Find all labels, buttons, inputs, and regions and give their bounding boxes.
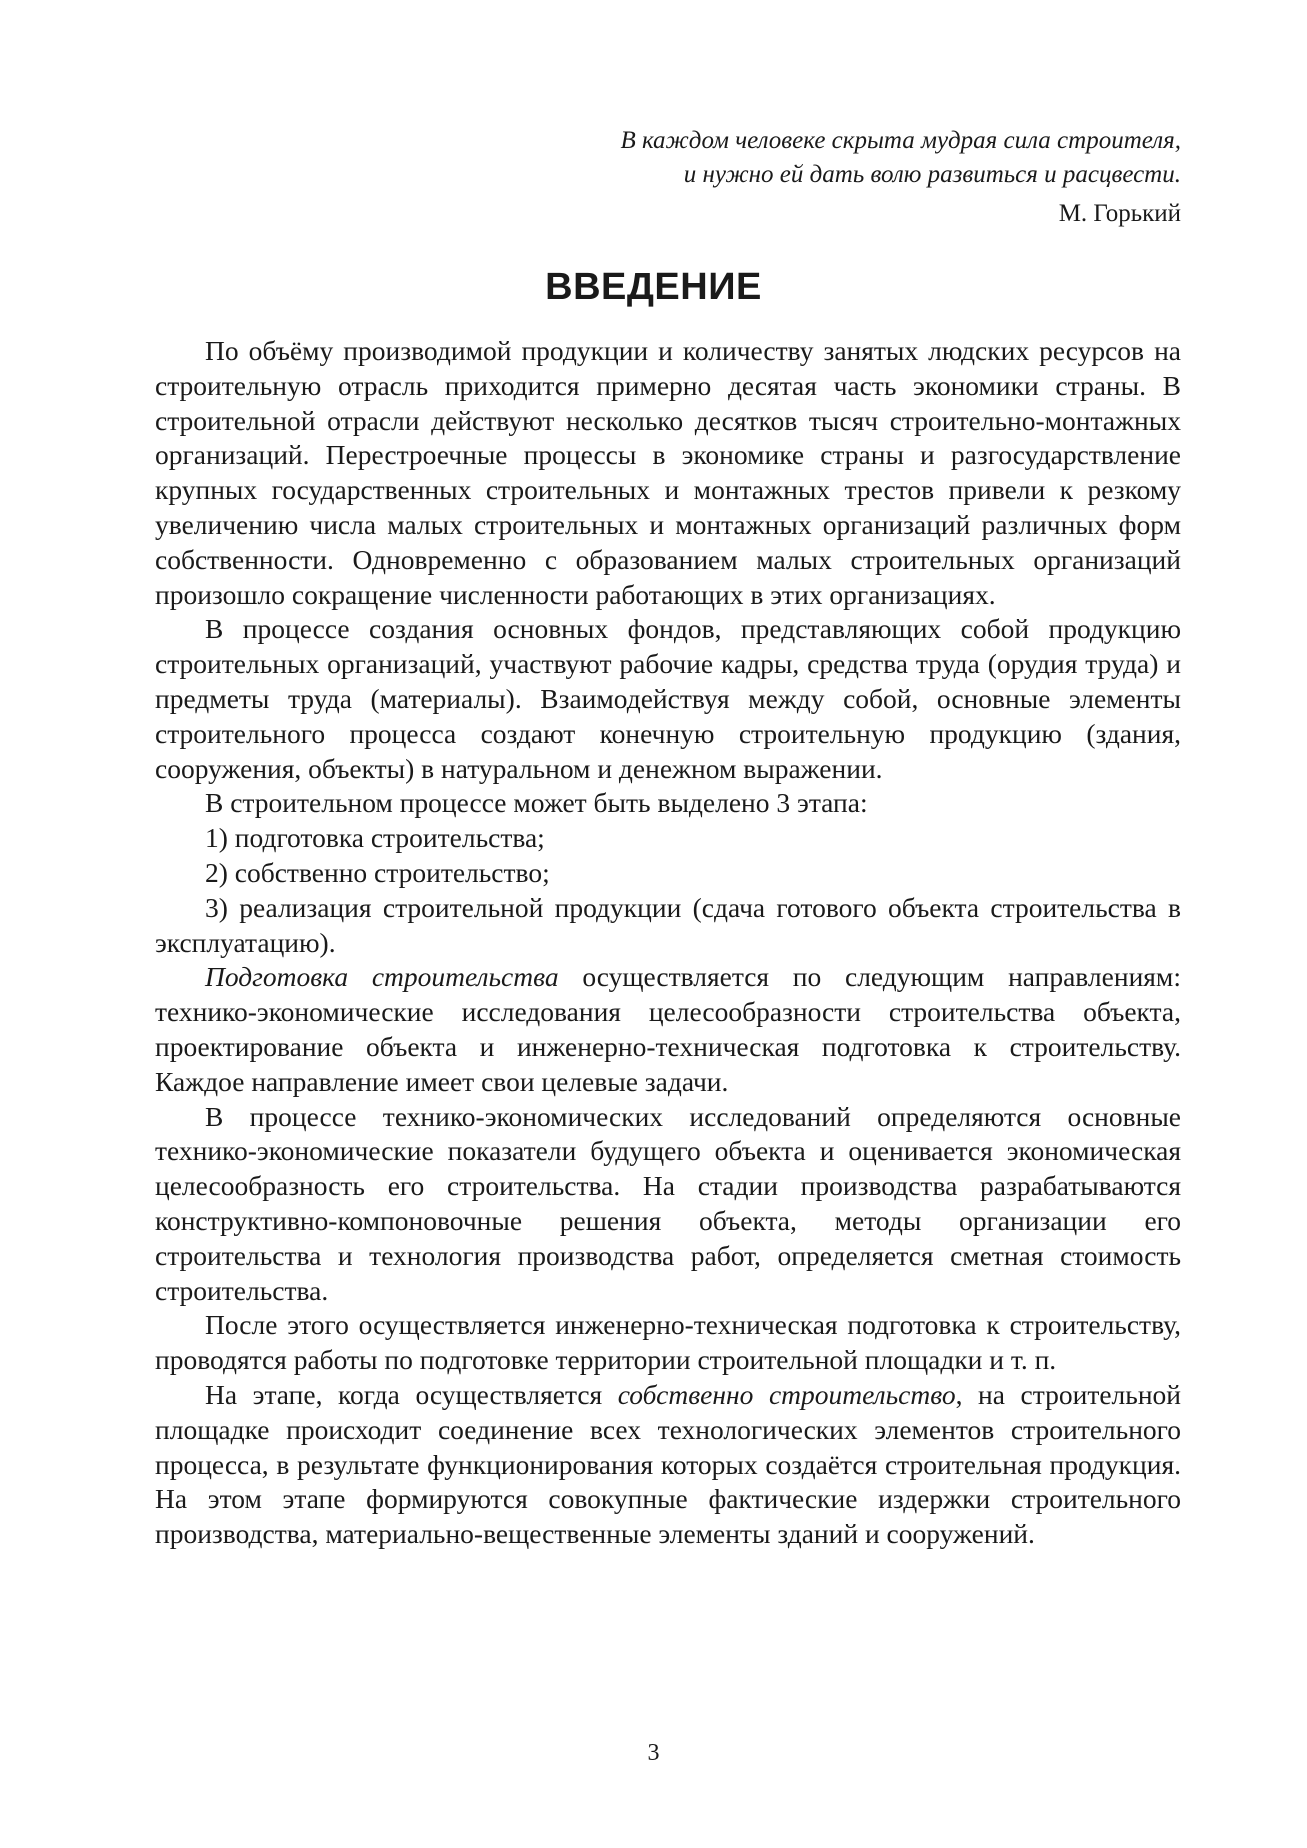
paragraph-6: После этого осуществляется инженерно-техническая подготовка к строительству, проводятся работы по подготовке территории строительной площадки и т. п.	[155, 1309, 1181, 1376]
page-title: ВВЕДЕНИЕ	[545, 266, 762, 308]
page-number: 3	[647, 1740, 660, 1766]
paragraph-4-text: осуществляется по следующим направлениям: технико-экономические исследования целесообразности строительства объекта, проектирование объекта и инженерно-техническая подготовка к строительству. Каждое направление имеет свои целевые задачи.	[155, 961, 1181, 1097]
epigraph	[421, 124, 1181, 192]
epigraph-author: М. Горький	[1058, 200, 1181, 227]
body-text	[155, 334, 1181, 1552]
epigraph-line-1: В каждом человеке скрыта мудрая сила строителя,	[620, 127, 1181, 154]
list-item-3: 3) реализация строительной продукции (сдача готового объекта строительства в эксплуатацию).	[155, 891, 1181, 958]
paragraph-7	[155, 1378, 1181, 1552]
list-item-1: 1) подготовка строительства;	[205, 822, 545, 854]
paragraph-4-term: Подготовка строительства	[205, 961, 559, 993]
paragraph-2: В процессе создания основных фондов, представляющих собой продукцию строительных организаций, участвуют рабочие кадры, средства труда (орудия труда) и предметы труда (материалы). Взаимодействуя между собой, основные элементы строительного процесса создают конечную строительную продукцию (здания, сооружения, объекты) в натуральном и денежном выражении.	[155, 613, 1181, 784]
epigraph-line-2: и нужно ей дать волю развиться и расцвести.	[683, 161, 1181, 188]
paragraph-5: В процессе технико-экономических исследований определяются основные технико-экономические показатели будущего объекта и оценивается экономическая целесообразность его строительства. На стадии производства разрабатываются конструктивно-компоновочные решения объекта, методы организации его строительства и технология производства работ, определяется сметная стоимость строительства.	[155, 1100, 1181, 1306]
paragraph-1: По объёму производимой продукции и количеству занятых людских ресурсов на строительную отрасль приходится примерно десятая часть экономики страны. В строительной отрасли действуют несколько десятков тысяч строительно-монтажных организаций. Перестроечные процессы в экономике страны и разгосударствление крупных государственных строительных и монтажных трестов привели к резкому увеличению числа малых строительных и монтажных организаций различных форм собственности. Одновременно с образованием малых строительных организаций произошло сокращение численности работающих в этих организациях.	[155, 335, 1181, 610]
paragraph-7-start: На этапе, когда осуществляется	[205, 1378, 618, 1410]
paragraph-3: В строительном процессе может быть выделено 3 этапа:	[205, 787, 868, 819]
list-item-2: 2) собственно строительство;	[205, 856, 550, 888]
paragraph-4	[155, 960, 1181, 1099]
paragraph-7-term: собственно строительство	[617, 1378, 956, 1410]
paragraph-7-text: , на строительной площадке происходит соединение всех технологических элементов строительного процесса, в результате функционирования которых создаётся строительная продукция. На этом этапе формируются совокупные фактические издержки строительного производства, материально-вещественные элементы зданий и сооружений.	[155, 1378, 1181, 1550]
